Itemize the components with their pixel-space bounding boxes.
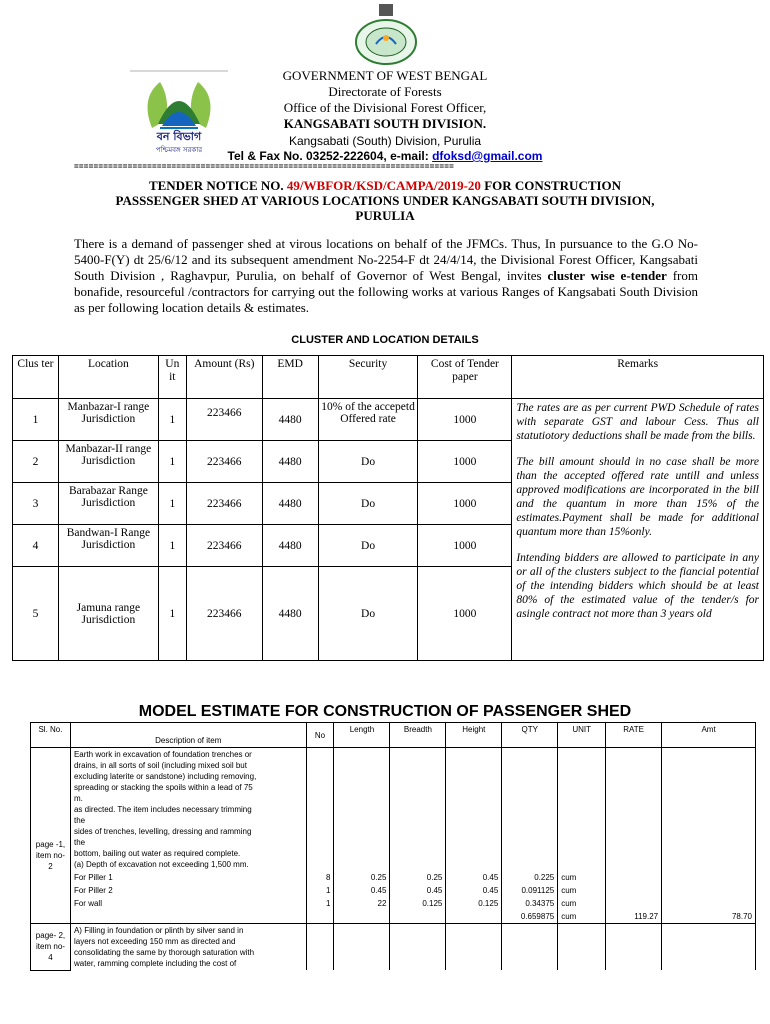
header-separator: ==============================================================================: [74, 162, 455, 171]
cell-location: Barabazar Range Jurisdiction: [58, 483, 158, 525]
col-cluster: Clus ter: [13, 356, 59, 399]
desc-line: excluding laterite or sandstone) including removing,: [73, 772, 257, 781]
cell-cluster: 4: [13, 525, 59, 567]
table-row: [13, 399, 764, 441]
blank-cell: [606, 924, 662, 971]
col-description: Description of item: [70, 723, 306, 748]
cell-cluster: 1: [13, 399, 59, 441]
cluster-header-row: [13, 356, 764, 399]
col-breadth: Breadth: [390, 723, 446, 748]
desc-line: bottom, bailing out water as required complete.: [73, 849, 241, 858]
row-length: 0.45: [334, 884, 390, 897]
remark-1: The rates are as per current PWD Schedule of rates with separate GST and labour Cess. Thus all statutiotory deductions shall be made from the bills.: [516, 402, 759, 442]
row-height: 0.45: [446, 871, 502, 884]
cell-cost: 1000: [418, 483, 512, 525]
desc-line: drains, in all sorts of soil (including mixed soil but: [73, 761, 247, 770]
cell-emd: 4480: [262, 399, 318, 441]
blank-cell: [334, 924, 390, 971]
cell-emd: 4480: [262, 441, 318, 483]
cell-remarks: [512, 399, 764, 661]
desc-line: (a) Depth of excavation not exceeding 1,500 mm.: [73, 860, 249, 869]
estimate-title: MODEL ESTIMATE FOR CONSTRUCTION OF PASSENGER SHED: [138, 703, 632, 720]
item-ref: page- 2, item no- 4: [31, 924, 71, 971]
desc-line: Earth work in excavation of foundation trenches or: [73, 750, 252, 759]
item-amt: 78.70: [662, 910, 756, 924]
table-row: [31, 897, 756, 910]
blank-cell: [306, 924, 334, 971]
col-remarks: Remarks: [512, 356, 764, 399]
email-link[interactable]: dfoksd@gmail.com: [432, 149, 543, 163]
cell-security: Do: [318, 441, 418, 483]
desc-line: layers not exceeding 150 mm as directed and: [73, 937, 236, 946]
blank-cell: [606, 748, 662, 872]
intro-bold: cluster wise e-tender: [547, 268, 667, 283]
row-breadth: 0.25: [390, 871, 446, 884]
total-qty: 0.659875: [502, 910, 558, 924]
row-desc: For wall: [70, 897, 306, 910]
row-no: 8: [306, 871, 334, 884]
cluster-table: [12, 355, 764, 661]
item-description: [70, 924, 306, 971]
col-location: Location: [58, 356, 158, 399]
row-unit: cum: [558, 884, 606, 897]
intro-part2: from bonafide, resourceful /contractors for carrying out the following works at various Ranges of Kangsabati South Division as per following location details & estimates.: [74, 268, 698, 315]
blank-cell: [662, 924, 756, 971]
table-row: [31, 871, 756, 884]
blank-cell: [334, 910, 390, 924]
header-address: Kangsabati (South) Division, Purulia: [288, 134, 482, 148]
desc-line: the: [73, 816, 86, 825]
desc-line: water, ramming complete including the cost of: [73, 959, 237, 968]
notice-line3: PURULIA: [355, 208, 415, 223]
blank-cell: [334, 748, 390, 872]
header-directorate: Directorate of Forests: [328, 84, 442, 99]
estimate-item-1: [31, 748, 756, 872]
cell-amount: 223466: [186, 567, 262, 661]
intro-paragraph: [74, 236, 698, 316]
desc-line: spreading or stacking the spoils within a lead of 75: [73, 783, 253, 792]
cell-cluster: 5: [13, 567, 59, 661]
cell-location: Jamuna range Jurisdiction: [58, 567, 158, 661]
row-height: 0.125: [446, 897, 502, 910]
header-office: Office of the Divisional Forest Officer,: [283, 100, 487, 115]
row-desc: For Piller 1: [70, 871, 306, 884]
cell-cluster: 3: [13, 483, 59, 525]
blank-cell: [306, 910, 334, 924]
blank-cell: [390, 910, 446, 924]
header-government: GOVERNMENT OF WEST BENGAL: [282, 68, 488, 83]
blank-cell: [390, 924, 446, 971]
col-security: Security: [318, 356, 418, 399]
col-unit: UNIT: [558, 723, 606, 748]
row-qty: 0.091125: [502, 884, 558, 897]
blank-cell: [306, 748, 334, 872]
logo-text-primary: বন বিভাগ: [156, 130, 202, 143]
cell-unit: 1: [158, 483, 186, 525]
cell-amount: 223466: [186, 399, 262, 441]
notice-line2: PASSSENGER SHED AT VARIOUS LOCATIONS UNDER KANGSABATI SOUTH DIVISION,: [115, 193, 655, 208]
cell-location: Manbazar-I range Jurisdiction: [58, 399, 158, 441]
contact-text: Tel & Fax No. 03252-222604, e-mail:: [227, 149, 433, 163]
blank-cell: [558, 748, 606, 872]
cell-amount: 223466: [186, 483, 262, 525]
cell-location: Bandwan-I Range Jurisdiction: [58, 525, 158, 567]
cell-unit: 1: [158, 441, 186, 483]
col-cost: Cost of Tender paper: [418, 356, 512, 399]
blank-cell: [606, 871, 662, 884]
total-unit: cum: [558, 910, 606, 924]
table-row: [31, 884, 756, 897]
col-length: Length: [334, 723, 390, 748]
notice-number: 49/WBFOR/KSD/CAMPA/2019-20: [286, 178, 481, 193]
blank-cell: [502, 748, 558, 872]
blank-cell: [558, 924, 606, 971]
desc-line: the: [73, 838, 86, 847]
blank-cell: [446, 910, 502, 924]
cell-unit: 1: [158, 399, 186, 441]
row-breadth: 0.45: [390, 884, 446, 897]
desc-line: sides of trenches, levelling, dressing and ramming: [73, 827, 252, 836]
notice-suffix: FOR CONSTRUCTION: [480, 178, 622, 193]
col-rate: RATE: [606, 723, 662, 748]
cell-cost: 1000: [418, 525, 512, 567]
row-no: 1: [306, 897, 334, 910]
row-length: 22: [334, 897, 390, 910]
row-height: 0.45: [446, 884, 502, 897]
header-division: KANGSABATI SOUTH DIVISION.: [283, 116, 487, 131]
emblem-icon: [343, 4, 429, 66]
cell-cost: 1000: [418, 567, 512, 661]
item-description: [70, 748, 306, 872]
item-rate: 119.27: [606, 910, 662, 924]
cell-emd: 4480: [262, 483, 318, 525]
col-unit: Un it: [158, 356, 186, 399]
notice-heading: [0, 178, 770, 194]
row-length: 0.25: [334, 871, 390, 884]
estimate-item-2: [31, 924, 756, 971]
item-ref: page -1, item no- 2: [31, 748, 71, 924]
logo-text-secondary: পশ্চিমবঙ্গ সরকার: [155, 146, 203, 154]
notice-prefix: TENDER NOTICE NO.: [148, 178, 287, 193]
col-sl-no: Sl. No.: [31, 723, 71, 748]
cell-cost: 1000: [418, 441, 512, 483]
table-row: [31, 910, 756, 924]
cell-cluster: 2: [13, 441, 59, 483]
cluster-title: CLUSTER AND LOCATION DETAILS: [291, 334, 479, 346]
blank-cell: [502, 924, 558, 971]
row-no: 1: [306, 884, 334, 897]
row-qty: 0.34375: [502, 897, 558, 910]
cell-security: Do: [318, 525, 418, 567]
cell-emd: 4480: [262, 525, 318, 567]
col-height: Height: [446, 723, 502, 748]
remark-2: The bill amount should in no case shall be more than the accepted offered rate untill and unless approved modifications are incorporated in the bill and the quantum in more than 15% of the estimates.Payment shall be made for additional quantum more than 15%only.: [516, 456, 759, 538]
desc-line: m.: [73, 794, 83, 803]
blank-cell: [662, 897, 756, 910]
row-unit: cum: [558, 871, 606, 884]
blank-cell: [390, 748, 446, 872]
estimate-table: [30, 722, 756, 971]
blank-cell: [662, 748, 756, 872]
blank-cell: [606, 884, 662, 897]
blank-cell: [446, 748, 502, 872]
row-qty: 0.225: [502, 871, 558, 884]
col-emd: EMD: [262, 356, 318, 399]
blank-cell: [662, 884, 756, 897]
row-desc: For Piller 2: [70, 884, 306, 897]
cell-amount: 223466: [186, 525, 262, 567]
cell-security: Do: [318, 567, 418, 661]
blank-cell: [446, 924, 502, 971]
blank-cell: [662, 871, 756, 884]
desc-line: as directed. The item includes necessary trimming: [73, 805, 252, 814]
desc-line: consolidating the same by thorough saturation with: [73, 948, 255, 957]
cell-security: 10% of the accepetd Offered rate: [318, 399, 418, 441]
desc-line: A) Filling in foundation or plinth by silver sand in: [73, 926, 244, 935]
row-unit: cum: [558, 897, 606, 910]
cell-amount: 223466: [186, 441, 262, 483]
cell-cost: 1000: [418, 399, 512, 441]
cell-emd: 4480: [262, 567, 318, 661]
estimate-header-row: [31, 723, 756, 748]
col-amt: Amt: [662, 723, 756, 748]
cell-security: Do: [318, 483, 418, 525]
cell-unit: 1: [158, 567, 186, 661]
row-breadth: 0.125: [390, 897, 446, 910]
blank-cell: [70, 910, 306, 924]
intro-part1: There is a demand of passenger shed at virous locations on behalf of the JFMCs. Thus, In pursuance to the G.O No-5400-F(Y) dt 25/6/12 and its subsequent amendment No-2254-F dt 24/4/14, the Divisional Forest Officer, Kangsabati South Division , Raghavpur, Purulia, on behalf of Governor of West Bengal, invites: [74, 236, 698, 283]
remark-3: Intending bidders are allowed to participate in any or all of the clusters subject to the fiancial potential of the intending bidders which should be at least 80% of the estimated value of the tender/s for asingle contract not more than 3 years old: [516, 552, 759, 620]
col-qty: QTY: [502, 723, 558, 748]
cell-unit: 1: [158, 525, 186, 567]
state-emblem: [343, 4, 429, 66]
blank-cell: [606, 897, 662, 910]
col-amount: Amount (Rs): [186, 356, 262, 399]
cell-location: Manbazar-II range Jurisdiction: [58, 441, 158, 483]
col-no: No: [306, 723, 334, 748]
